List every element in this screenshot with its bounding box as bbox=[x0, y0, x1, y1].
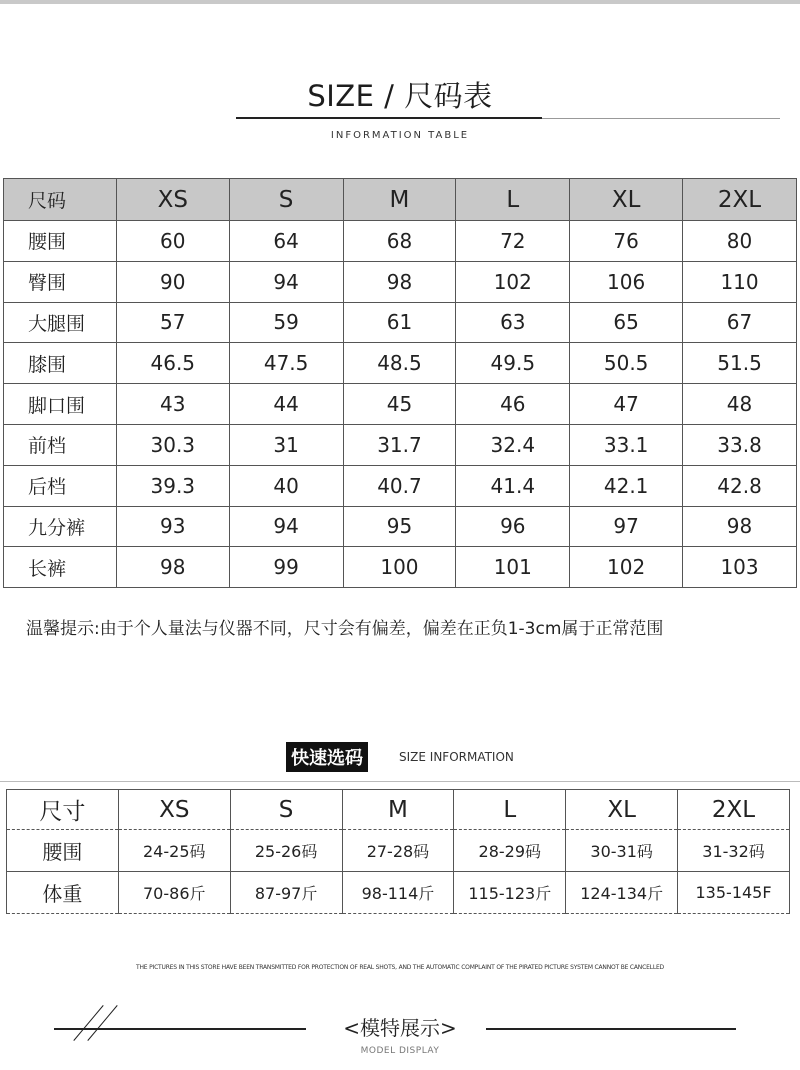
table-cell: 32.4 bbox=[456, 424, 570, 465]
table-cell: 40 bbox=[229, 465, 343, 506]
table-cell: 31-32码 bbox=[678, 830, 790, 872]
table-cell: 103 bbox=[683, 547, 797, 588]
title-underline-thin bbox=[542, 118, 780, 119]
table-cell: 68 bbox=[343, 221, 456, 262]
table-cell: 94 bbox=[229, 506, 343, 547]
copyright-disclaimer: THE PICTURES IN THIS STORE HAVE BEEN TRANSMITTED FOR PROTECTION OF REAL SHOTS, AND THE AUTOMATIC COMPLAINT OF THE PIRATED PICTURE SYSTEM CANNOT BE CANCELLED bbox=[136, 964, 664, 971]
table-cell: 98 bbox=[116, 547, 229, 588]
table-cell: 51.5 bbox=[683, 343, 797, 384]
table-row bbox=[4, 221, 797, 262]
model-display-title: <模特展示> bbox=[343, 1016, 457, 1040]
header-cell: S bbox=[230, 790, 342, 830]
header-cell: L bbox=[456, 179, 570, 221]
table-cell: 135-145F bbox=[678, 872, 790, 914]
table-cell: 43 bbox=[116, 384, 229, 425]
header-cell: M bbox=[343, 179, 456, 221]
table-cell: 95 bbox=[343, 506, 456, 547]
row-label: 九分裤 bbox=[4, 506, 117, 547]
table-cell: 65 bbox=[570, 302, 683, 343]
table-row bbox=[4, 384, 797, 425]
table-cell: 41.4 bbox=[456, 465, 570, 506]
table-cell: 33.8 bbox=[683, 424, 797, 465]
table-cell: 25-26码 bbox=[230, 830, 342, 872]
header-cell: 尺码 bbox=[4, 179, 117, 221]
row-label: 后档 bbox=[4, 465, 117, 506]
header-cell: XS bbox=[116, 179, 229, 221]
decorative-line-right bbox=[486, 1028, 736, 1030]
table-cell: 99 bbox=[229, 547, 343, 588]
header-cell: XL bbox=[566, 790, 678, 830]
table-cell: 101 bbox=[456, 547, 570, 588]
table-cell: 50.5 bbox=[570, 343, 683, 384]
table-cell: 47 bbox=[570, 384, 683, 425]
table-cell: 97 bbox=[570, 506, 683, 547]
header-cell: M bbox=[342, 790, 454, 830]
table-cell: 63 bbox=[456, 302, 570, 343]
table-cell: 30.3 bbox=[116, 424, 229, 465]
table-cell: 100 bbox=[343, 547, 456, 588]
header-cell: S bbox=[229, 179, 343, 221]
table-row bbox=[7, 830, 790, 872]
row-label: 体重 bbox=[7, 872, 119, 914]
table-cell: 42.1 bbox=[570, 465, 683, 506]
table-cell: 48 bbox=[683, 384, 797, 425]
table-cell: 27-28码 bbox=[342, 830, 454, 872]
table-cell: 30-31码 bbox=[566, 830, 678, 872]
quick-select-subtitle: SIZE INFORMATION bbox=[399, 750, 514, 764]
table-cell: 40.7 bbox=[343, 465, 456, 506]
table-cell: 42.8 bbox=[683, 465, 797, 506]
table-cell: 45 bbox=[343, 384, 456, 425]
table-cell: 44 bbox=[229, 384, 343, 425]
table-cell: 70-86斤 bbox=[118, 872, 230, 914]
title-underline bbox=[236, 117, 542, 119]
table-cell: 94 bbox=[229, 261, 343, 302]
table-cell: 80 bbox=[683, 221, 797, 262]
table-cell: 96 bbox=[456, 506, 570, 547]
row-label: 大腿围 bbox=[4, 302, 117, 343]
header-cell: 2XL bbox=[683, 179, 797, 221]
table-cell: 110 bbox=[683, 261, 797, 302]
table-cell: 31 bbox=[229, 424, 343, 465]
table-row bbox=[4, 302, 797, 343]
table-cell: 67 bbox=[683, 302, 797, 343]
table-cell: 98 bbox=[343, 261, 456, 302]
size-table bbox=[3, 178, 797, 588]
table-cell: 90 bbox=[116, 261, 229, 302]
table-cell: 98-114斤 bbox=[342, 872, 454, 914]
table-row bbox=[4, 343, 797, 384]
sizing-tip: 温馨提示:由于个人量法与仪器不同，尺寸会有偏差，偏差在正负1-3cm属于正常范围 bbox=[26, 619, 664, 639]
row-label: 膝围 bbox=[4, 343, 117, 384]
table-cell: 102 bbox=[456, 261, 570, 302]
table-cell: 76 bbox=[570, 221, 683, 262]
quick-table-header-row bbox=[7, 790, 790, 830]
row-label: 腰围 bbox=[4, 221, 117, 262]
table-cell: 46.5 bbox=[116, 343, 229, 384]
table-cell: 64 bbox=[229, 221, 343, 262]
table-cell: 102 bbox=[570, 547, 683, 588]
table-row bbox=[7, 872, 790, 914]
page-subtitle: INFORMATION TABLE bbox=[330, 130, 470, 141]
size-table-header-row bbox=[4, 179, 797, 221]
table-cell: 31.7 bbox=[343, 424, 456, 465]
table-cell: 39.3 bbox=[116, 465, 229, 506]
table-cell: 33.1 bbox=[570, 424, 683, 465]
quick-select-table bbox=[6, 789, 790, 914]
row-label: 腰围 bbox=[7, 830, 119, 872]
table-cell: 60 bbox=[116, 221, 229, 262]
header-cell: XL bbox=[570, 179, 683, 221]
table-row bbox=[4, 261, 797, 302]
table-cell: 106 bbox=[570, 261, 683, 302]
top-border bbox=[0, 0, 800, 4]
table-cell: 59 bbox=[229, 302, 343, 343]
table-cell: 47.5 bbox=[229, 343, 343, 384]
table-cell: 24-25码 bbox=[118, 830, 230, 872]
table-cell: 72 bbox=[456, 221, 570, 262]
table-cell: 49.5 bbox=[456, 343, 570, 384]
header-cell: L bbox=[454, 790, 566, 830]
table-row bbox=[4, 424, 797, 465]
header-cell: 尺寸 bbox=[7, 790, 119, 830]
table-cell: 98 bbox=[683, 506, 797, 547]
row-label: 长裤 bbox=[4, 547, 117, 588]
quick-select-title: 快速选码 bbox=[286, 742, 368, 772]
header-cell: 2XL bbox=[678, 790, 790, 830]
section-divider bbox=[0, 781, 800, 782]
row-label: 前档 bbox=[4, 424, 117, 465]
table-row bbox=[4, 465, 797, 506]
page-title: SIZE / 尺码表 bbox=[307, 79, 493, 113]
table-cell: 61 bbox=[343, 302, 456, 343]
table-cell: 115-123斤 bbox=[454, 872, 566, 914]
table-cell: 48.5 bbox=[343, 343, 456, 384]
table-cell: 28-29码 bbox=[454, 830, 566, 872]
row-label: 臀围 bbox=[4, 261, 117, 302]
table-cell: 46 bbox=[456, 384, 570, 425]
header-cell: XS bbox=[118, 790, 230, 830]
table-cell: 87-97斤 bbox=[230, 872, 342, 914]
table-cell: 93 bbox=[116, 506, 229, 547]
table-row bbox=[4, 506, 797, 547]
model-display-subtitle: MODEL DISPLAY bbox=[360, 1046, 440, 1056]
row-label: 脚口围 bbox=[4, 384, 117, 425]
table-cell: 57 bbox=[116, 302, 229, 343]
table-row bbox=[4, 547, 797, 588]
table-cell: 124-134斤 bbox=[566, 872, 678, 914]
